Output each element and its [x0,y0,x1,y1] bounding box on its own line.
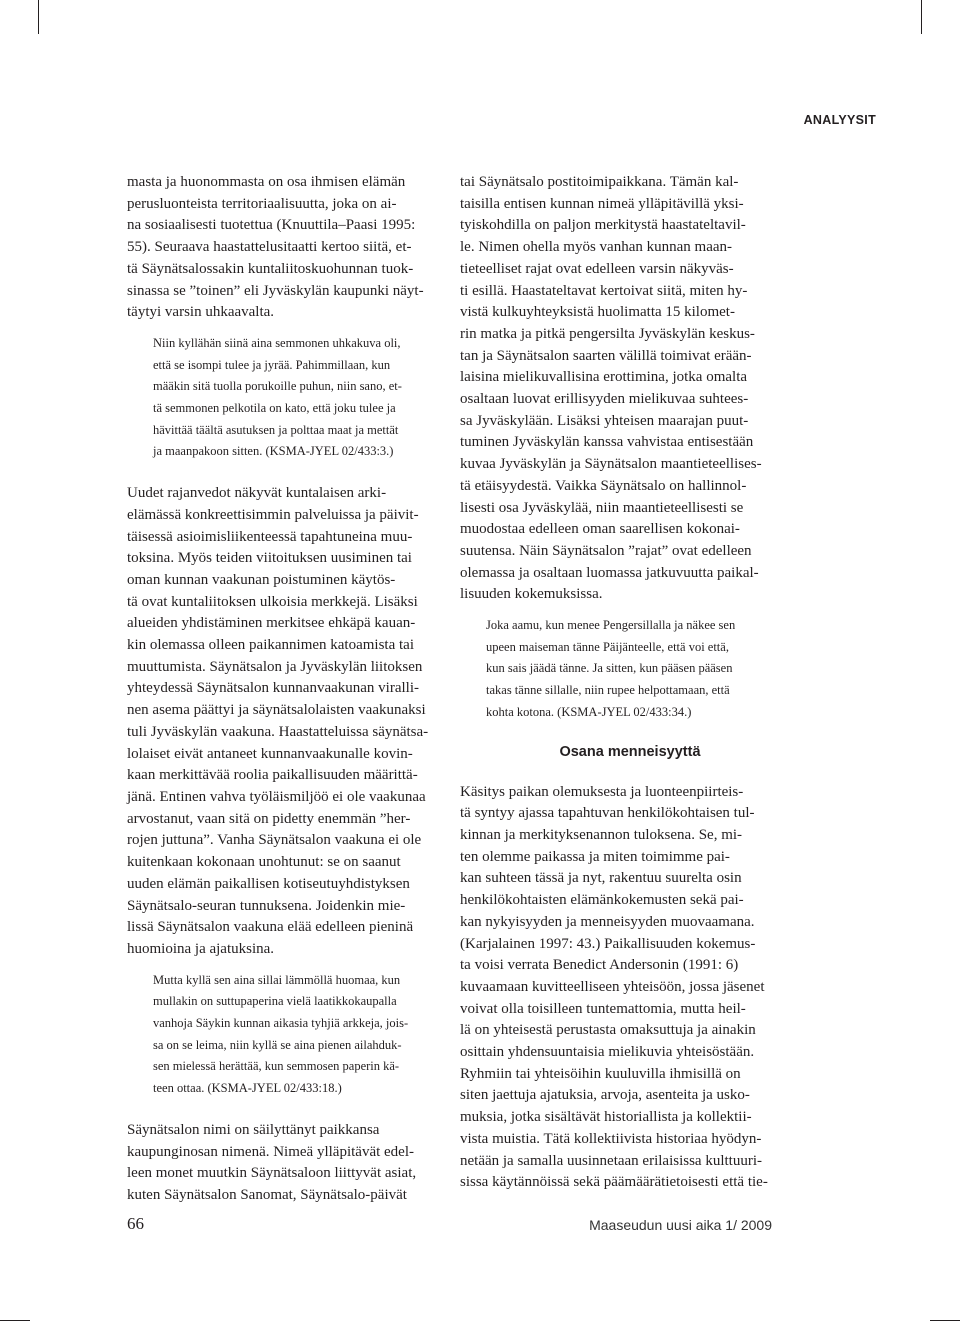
left-paragraph-3 [127,1120,439,1207]
text-line: leen monet muutkin Säynätsaloon liittyvät asiat, [127,1165,417,1182]
text-line: sinassa se ”toinen” eli Jyväskylän kaupunki näyt- [127,282,424,299]
text-line: sa Jyväskylään. Lisäksi yhteisen maarajan puut- [460,412,749,429]
text-line: rojen juttuna”. Vanha Säynätsalon vaakuna ei ole [127,832,422,849]
text-line: perusluonteista territoriaalisuutta, joka on ai- [127,195,397,212]
text-line: takas tänne sillalle, niin rupee helpottamaan, että [486,683,730,698]
crop-mark-top-left-v [38,0,39,34]
text-line: tä semmonen pelkotila on kato, että joku tulee ja [153,401,396,416]
left-column [127,172,439,1207]
text-line: siten jaettuja ajatuksia, arvoja, asenteita ja usko- [460,1087,750,1104]
text-line: huomioina ja ajatuksina. [127,940,275,957]
left-paragraph-2 [127,483,439,960]
text-line: tä syntyy ajassa tapahtuvan henkilökohtaisen tul- [460,805,755,822]
text-line: kuvaa Jyväskylän ja Säynätsalon maantieteellises- [460,456,762,473]
text-line: kaan merkittävää roolia paikallisuuden määrittä- [127,767,418,784]
left-quote-2 [127,970,439,1100]
section-heading: Osana menneisyyttä [559,743,701,760]
text-line: tieteelliset rajat ovat edelleen varsin näkyväs- [460,260,734,277]
text-line: nen asema päättyi ja säynätsalolaisten vaakunaksi [127,702,426,719]
text-line: vistä kulkuyhteyksistä huolimatta 15 kilomet- [460,304,735,321]
publication-name: Maaseudun uusi aika 1/ 2009 [589,1217,772,1233]
text-line: mullakin on suttupaperina vielä laatikkokaupalla [153,994,397,1009]
text-line: taisilla entisen kunnan nimeä ylläpitävillä yksi- [460,195,744,212]
text-line: kinnan ja merkityksenannon tuloksena. Se, mi- [460,826,743,843]
text-line: kuitenkaan kokonaan unohtunut: se on saanut [127,854,401,871]
crop-mark-bottom-right-h [930,1320,960,1321]
text-line: kuten Säynätsalon Sanomat, Säynätsalo-päivät [127,1186,407,1203]
text-line: Ryhmiin tai yhteisöihin kuuluvilla ihmisillä on [460,1065,741,1082]
text-line: sissa käytännöissä sekä päämäärätietoisesti että tie- [460,1174,768,1191]
text-line: kin olemassa olleen paikannimen katoamista tai [127,637,414,654]
text-line: jänä. Entinen vahva työläismiljöö ei ole vaakunaa [127,788,426,805]
text-line: kun sais jäädä tänne. Ja sitten, kun pääsen pääsen [486,661,733,676]
text-line: sen mielessä herättää, kun semmosen paperin kä- [153,1059,400,1074]
text-line: tan ja Säynätsalon saarten välillä toimivat erään- [460,347,752,364]
text-line: kuvaamaan kuvitteelliseen yhteisöön, jossa jäsenet [460,978,765,995]
text-line: Mutta kyllä sen aina sillai lämmöllä huomaa, kun [153,972,401,987]
text-line: tyiskohdilla on paljon merkitystä haastateltavil- [460,217,746,234]
text-line: alueiden yhdistäminen merkitsee ehkäpä kauan- [127,615,416,632]
text-line: sa on se leima, niin kyllä se aina pienen ailahduk- [153,1037,402,1052]
right-quote-1 [460,615,772,724]
crop-mark-top-right-v [921,0,922,34]
text-line: yhteydessä Säynätsalon kunnanvaakunan viralli- [127,680,420,697]
text-line: 55). Seuraava haastattelusitaatti kertoo siitä, et- [127,239,412,256]
text-line: kaupunginosan nimenä. Nimeä ylläpitävät edel- [127,1143,414,1160]
text-line: Käsitys paikan olemuksesta ja luonteenpiirteis- [460,783,744,800]
text-line: kan nykyisyyden ja menneisyyden muovaamana. [460,913,755,930]
text-line: tuli Jyväskylän vaakuna. Haastatteluissa säynätsa- [127,723,429,740]
text-line: täytyi varsin uhkaavalta. [127,304,275,321]
text-line: tä etäisyydestä. Vaikka Säynätsalo on hallinnol- [460,477,747,494]
text-line: lolaiset eivät antaneet kunnanvaakunalle kovin- [127,745,413,762]
text-line: kan suhteen tässä ja nyt, rakentuu suurelta osin [460,870,742,887]
text-line: ja maanpakoon sitten. (KSMA-JYEL 02/433:3.) [153,444,394,459]
text-line: tai Säynätsalo postitoimipaikkana. Tämän kal- [460,174,739,190]
text-line: vanhoja Säykin kunnan aikasia tyhjiä arkkeja, jois- [153,1016,409,1031]
text-line: elämässä konkreettisimmin palveluissa ja päivit- [127,506,419,523]
text-line: vista muistia. Tätä kollektiivista historiaa hyödyn- [460,1130,762,1147]
text-line: lisuuden kokemuksissa. [460,586,603,603]
text-line: na sosiaalisesti tuotettua (Knuuttila–Paasi 1995: [127,217,416,234]
text-line: Joka aamu, kun menee Pengersillalla ja näkee sen [486,618,736,633]
text-line: lä on yhteisestä perustasta omaksuttuja ja ainakin [460,1022,756,1039]
section-label: ANALYYSIT [803,113,876,127]
text-line: kohta kotona. (KSMA-JYEL 02/433:34.) [486,704,692,719]
left-quote-1 [127,333,439,463]
text-line: ta voisi verrata Benedict Andersonin (1991: 6) [460,957,739,974]
text-line: olemassa ja osaltaan luomassa jatkuvuutta paikal- [460,564,759,581]
text-line: Säynätsalon nimi on säilyttänyt paikkansa [127,1121,380,1138]
text-line: tä ovat kuntaliitoksen ulkoisia merkkejä. Lisäksi [127,593,418,610]
text-line: suutensa. Näin Säynätsalon ”rajat” ovat edelleen [460,542,752,559]
right-column [460,172,772,1194]
text-line: netään ja samalla uusinnetaan erilaisissa kulttuuri- [460,1152,762,1169]
right-paragraph-2 [460,782,772,1194]
text-line: osaltaan luovat erillisyyden mielikuvaa suhtees- [460,391,749,408]
text-line: henkilökohtaisten elämänkokemusten sekä pai- [460,892,744,909]
text-line: masta ja huonommasta on osa ihmisen elämän [127,174,406,190]
text-line: Säynätsalo-seuran tunnuksena. Joidenkin mie- [127,897,406,914]
text-line: ti esillä. Haastateltavat kertoivat siitä, miten hy- [460,282,748,299]
text-line: rin matka ja pitkä pengersilta Jyväskylän keskus- [460,325,755,342]
text-line: oman kunnan vaakunan poistuminen käytös- [127,571,396,588]
text-line: lissä Säynätsalon vaakuna elää edelleen pieninä [127,919,414,936]
text-line: tuminen Jyväskylän kanssa vahvistaa entisestään [460,434,754,451]
text-line: määkin sitä tuolla porukoille puhun, niin sano, et- [153,379,402,394]
text-line: teen ottaa. (KSMA-JYEL 02/433:18.) [153,1081,342,1096]
text-line: hävittää täältä asutuksen ja polttaa maat ja mettät [153,422,399,437]
text-line: ten olemme paikassa ja miten toimimme pai- [460,848,730,865]
right-paragraph-1 [460,172,772,606]
crop-mark-bottom-left-h [0,1320,30,1321]
text-line: toksina. Myös teiden viitoituksen uusiminen tai [127,550,412,567]
text-line: muuttumista. Säynätsalon ja Jyväskylän liitoksen [127,658,423,675]
text-line: muksia, jotka sisältävät historiallista ja kollektii- [460,1109,752,1126]
page-number: 66 [127,1214,144,1233]
left-paragraph-1 [127,172,439,324]
text-line: että se isompi tulee ja jyrää. Pahimmillaan, kun [153,357,391,372]
text-line: muodostaa edelleen oman saarellisen kokonai- [460,521,740,538]
text-line: Uudet rajanvedot näkyvät kuntalaisen arki- [127,485,387,502]
text-line: uuden elämän paikallisen kotiseutuyhdistyksen [127,875,410,892]
text-line: upeen maiseman tänne Päijänteelle, että voi että, [486,639,729,654]
text-line: täisessä asioimisliikenteessä tapahtuneina muu- [127,528,413,545]
text-line: Niin kyllähän siinä aina semmonen uhkakuva oli, [153,335,401,350]
text-line: osittain yhdensuuntaisia mielikuvia yhteisöstään. [460,1044,755,1061]
text-line: lisesti osa Jyväskylää, niin maantieteellisesti se [460,499,744,516]
text-line: arvostanut, vaan sitä on pidetty enemmän ”her- [127,810,411,827]
text-line: (Karjalainen 1997: 43.) Paikallisuuden kokemus- [460,935,756,952]
text-line: le. Nimen ohella myös vanhan kunnan maan- [460,239,733,256]
text-line: voivat olla toisilleen tuntemattomia, mutta heil- [460,1000,746,1017]
text-line: laisina mielikuvallisina erottimina, jotka omalta [460,369,748,386]
text-line: tä Säynätsalossakin kuntaliitoskuohunnan tuok- [127,260,414,277]
